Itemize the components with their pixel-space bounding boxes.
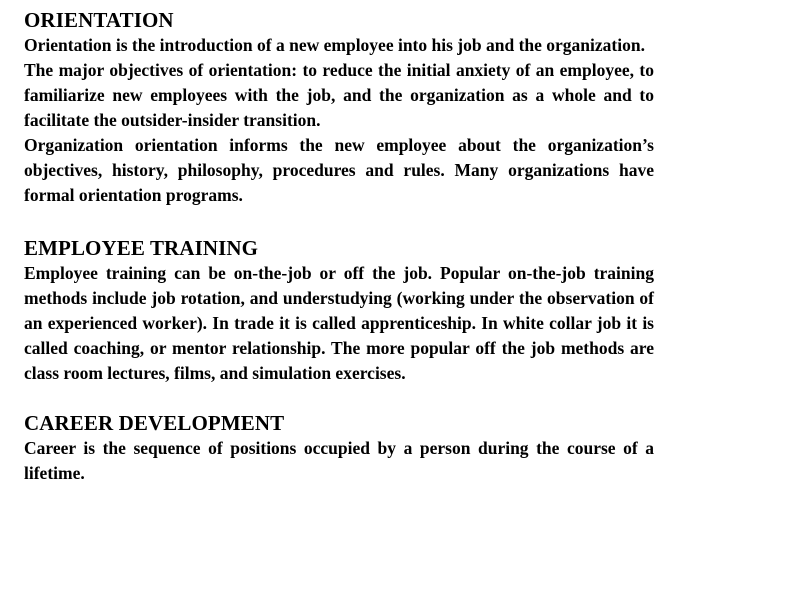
section-orientation	[24, 8, 654, 208]
orientation-paragraph-2: The major objectives of orientation: to reduce the initial anxiety of an employee, to familiarize new employees with the job, and the organization as a whole and to facilitate the outsider-insider transition.	[24, 60, 654, 130]
section-career-development	[24, 411, 654, 486]
section-employee-training	[24, 236, 654, 386]
document-page	[24, 8, 654, 486]
section-spacer	[24, 386, 654, 411]
orientation-paragraph-3: Organization orientation informs the new employee about the organization’s objectives, history, philosophy, procedures and rules. Many organizations have formal orientation programs.	[24, 135, 654, 205]
section-heading-orientation: ORIENTATION	[24, 8, 174, 32]
section-spacer	[24, 208, 654, 236]
section-heading-employee-training: EMPLOYEE TRAINING	[24, 236, 259, 260]
career-development-paragraph: Career is the sequence of positions occupied by a person during the course of a lifetime.	[24, 438, 654, 483]
orientation-paragraph-1: Orientation is the introduction of a new employee into his job and the organization.	[24, 35, 645, 55]
section-heading-career-development: CAREER DEVELOPMENT	[24, 411, 285, 435]
employee-training-paragraph: Employee training can be on-the-job or off the job. Popular on-the-job training methods include job rotation, and understudying (working under the observation of an experienced worker). In trade it is called apprenticeship. In white collar job it is called coaching, or mentor relationship. The more popular off the job methods are class room lectures, films, and simulation exercises.	[24, 263, 654, 383]
